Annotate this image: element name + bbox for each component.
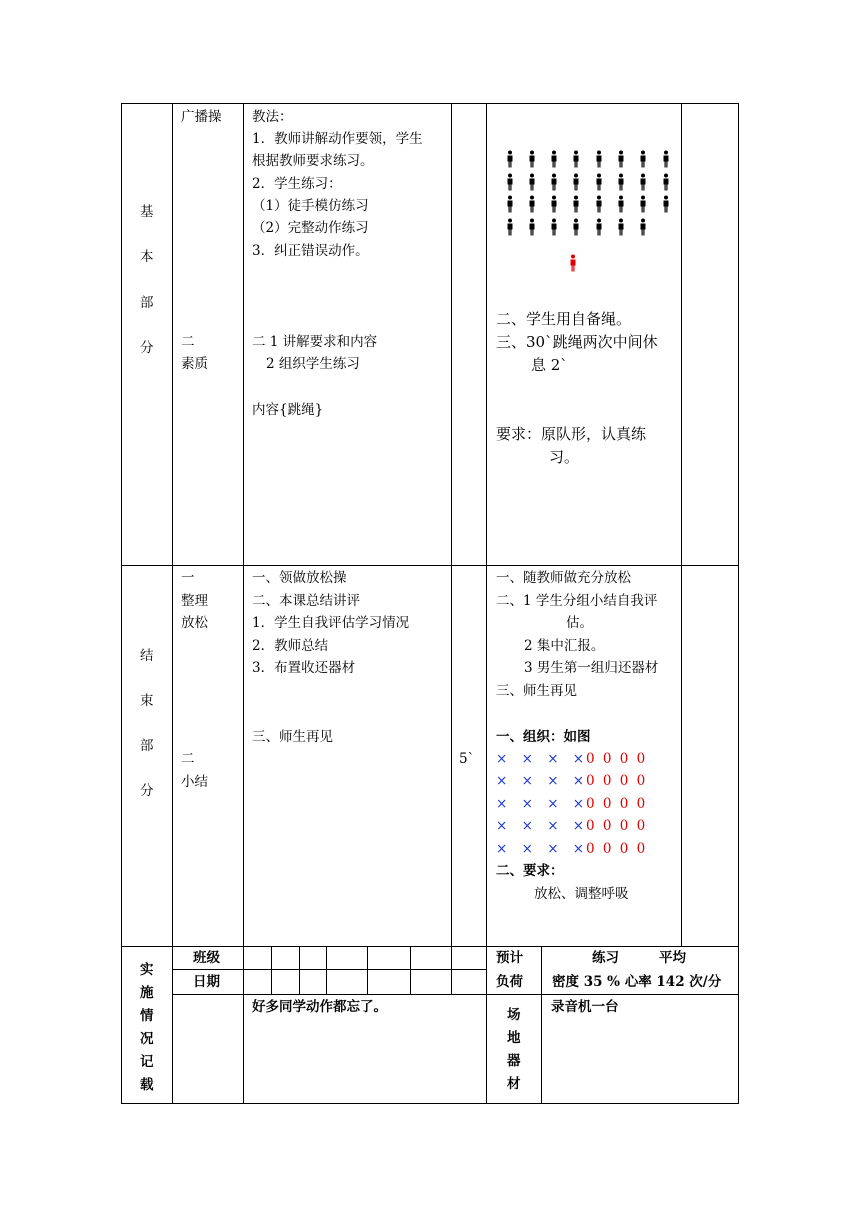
teaching-line: 2．学生练习：	[252, 176, 342, 192]
teaching-line: （2）完整动作练习	[252, 220, 369, 236]
student-line: 3 男生第一组归还器材	[524, 660, 659, 676]
end-label-char: 部	[140, 738, 154, 754]
student-figure-icon	[549, 173, 559, 191]
org-requirement: 习。	[549, 448, 580, 466]
org-line: 三、30`跳绳两次中间休	[496, 333, 658, 351]
student-line: 估。	[566, 615, 593, 631]
end-teaching-line: 二、本课总结讲评	[252, 593, 360, 609]
practice-label: 练习	[592, 950, 619, 966]
basic-label-char: 部	[140, 295, 154, 311]
student-figure-icon	[527, 195, 537, 213]
teaching-line: 教法：	[252, 109, 293, 125]
venue-char: 器	[507, 1053, 521, 1069]
load-label: 预计	[496, 950, 523, 966]
student-line: 二、1 学生分组小结自我评	[496, 593, 658, 609]
formation-circles: 0 0 0 0	[586, 818, 648, 834]
student-figure-icon	[505, 150, 515, 168]
record-label-char: 情	[140, 1008, 154, 1024]
record-label-char: 况	[140, 1031, 154, 1047]
formation-circles: 0 0 0 0	[586, 773, 648, 789]
student-figure-icon	[549, 218, 559, 236]
student-figure-icon	[571, 195, 581, 213]
student-figure-icon	[638, 150, 648, 168]
end-teaching-line: 三、师生再见	[252, 729, 333, 745]
formation-circles: 0 0 0 0	[586, 796, 648, 812]
record-label-char: 施	[140, 985, 154, 1001]
end-label-char: 束	[140, 693, 154, 709]
item-relax-title: 放松	[181, 615, 208, 631]
formation-crosses: × × × ×	[496, 751, 590, 767]
requirement-title: 二、要求：	[496, 863, 564, 879]
basic-label-char: 分	[140, 340, 154, 356]
item-summary-num: 二	[181, 751, 195, 767]
student-figure-icon	[571, 150, 581, 168]
record-label-char: 记	[140, 1054, 154, 1070]
teacher-figure-icon	[568, 254, 578, 272]
formation-crosses: × × × ×	[496, 818, 590, 834]
student-figure-icon	[616, 173, 626, 191]
student-figure-icon	[505, 195, 515, 213]
student-figure-icon	[594, 173, 604, 191]
formation-crosses: × × × ×	[496, 796, 590, 812]
student-figure-icon	[527, 150, 537, 168]
item-summary-title: 小结	[181, 774, 208, 790]
record-label-char: 实	[140, 962, 154, 978]
end-teaching-line: 2．教师总结	[252, 638, 329, 654]
average-label: 平均	[659, 950, 686, 966]
student-figure-icon	[661, 195, 671, 213]
formation-circles: 0 0 0 0	[586, 751, 648, 767]
item-broadcast-exercise: 广播操	[181, 109, 222, 125]
student-figure-icon	[616, 195, 626, 213]
density-heart-rate: 密度 35 % 心率 142 次/分	[552, 974, 722, 990]
formation-title: 一、组织：如图	[496, 729, 591, 745]
org-line: 息 2`	[531, 356, 568, 374]
quality-content: 内容{跳绳}	[252, 402, 324, 418]
teaching-line: 根据教师要求练习。	[252, 153, 374, 169]
student-figure-icon	[594, 195, 604, 213]
end-teaching-line: 一、领做放松操	[252, 570, 347, 586]
student-figure-icon	[661, 173, 671, 191]
student-figure-icon	[638, 218, 648, 236]
student-figure-icon	[571, 173, 581, 191]
teaching-line: 3．纠正错误动作。	[252, 243, 369, 259]
venue-char: 材	[507, 1076, 521, 1092]
item-quality-num: 二	[181, 334, 195, 350]
teaching-line: 1．教师讲解动作要领，学生	[252, 131, 423, 147]
formation-crosses: × × × ×	[496, 773, 590, 789]
item-relax-title: 整理	[181, 593, 208, 609]
student-figure-icon	[638, 195, 648, 213]
student-figure-icon	[661, 150, 671, 168]
student-figure-icon	[616, 150, 626, 168]
student-figure-icon	[616, 218, 626, 236]
student-line: 2 集中汇报。	[524, 638, 605, 654]
class-label: 班级	[193, 950, 220, 966]
student-figure-icon	[527, 173, 537, 191]
student-figure-icon	[594, 218, 604, 236]
org-line: 二、学生用自备绳。	[496, 310, 632, 328]
student-figure-icon	[549, 195, 559, 213]
student-figure-icon	[571, 218, 581, 236]
basic-label-char: 基	[140, 204, 154, 220]
equipment-text: 录音机一台	[551, 999, 619, 1015]
student-figure-icon	[594, 150, 604, 168]
end-label-char: 结	[140, 648, 154, 664]
formation-crosses: × × × ×	[496, 841, 590, 857]
venue-char: 地	[507, 1030, 521, 1046]
formation-circles: 0 0 0 0	[586, 841, 648, 857]
load-label: 负荷	[496, 974, 523, 990]
org-requirement: 要求：原队形，认真练	[496, 425, 647, 443]
record-note: 好多同学动作都忘了。	[252, 999, 387, 1015]
student-line: 一、随教师做充分放松	[496, 570, 631, 586]
venue-char: 场	[507, 1007, 521, 1023]
student-line: 三、师生再见	[496, 683, 577, 699]
requirement-text: 放松、调整呼吸	[534, 886, 629, 902]
item-quality-title: 素质	[181, 356, 208, 372]
student-figure-icon	[549, 150, 559, 168]
quality-step: 2 组织学生练习	[266, 356, 360, 372]
student-figure-icon	[638, 173, 648, 191]
record-label-char: 载	[140, 1077, 154, 1093]
end-teaching-line: 1．学生自我评估学习情况	[252, 615, 410, 631]
teaching-line: （1）徒手模仿练习	[252, 198, 369, 214]
student-figure-icon	[505, 173, 515, 191]
student-figure-icon	[505, 218, 515, 236]
quality-step: 二 1 讲解要求和内容	[252, 334, 378, 350]
date-label: 日期	[193, 974, 220, 990]
time-value: 5`	[459, 751, 475, 767]
end-teaching-line: 3．布置收还器材	[252, 660, 356, 676]
item-relax-num: 一	[181, 570, 195, 586]
basic-label-char: 本	[140, 249, 154, 265]
student-figure-icon	[527, 218, 537, 236]
end-label-char: 分	[140, 783, 154, 799]
